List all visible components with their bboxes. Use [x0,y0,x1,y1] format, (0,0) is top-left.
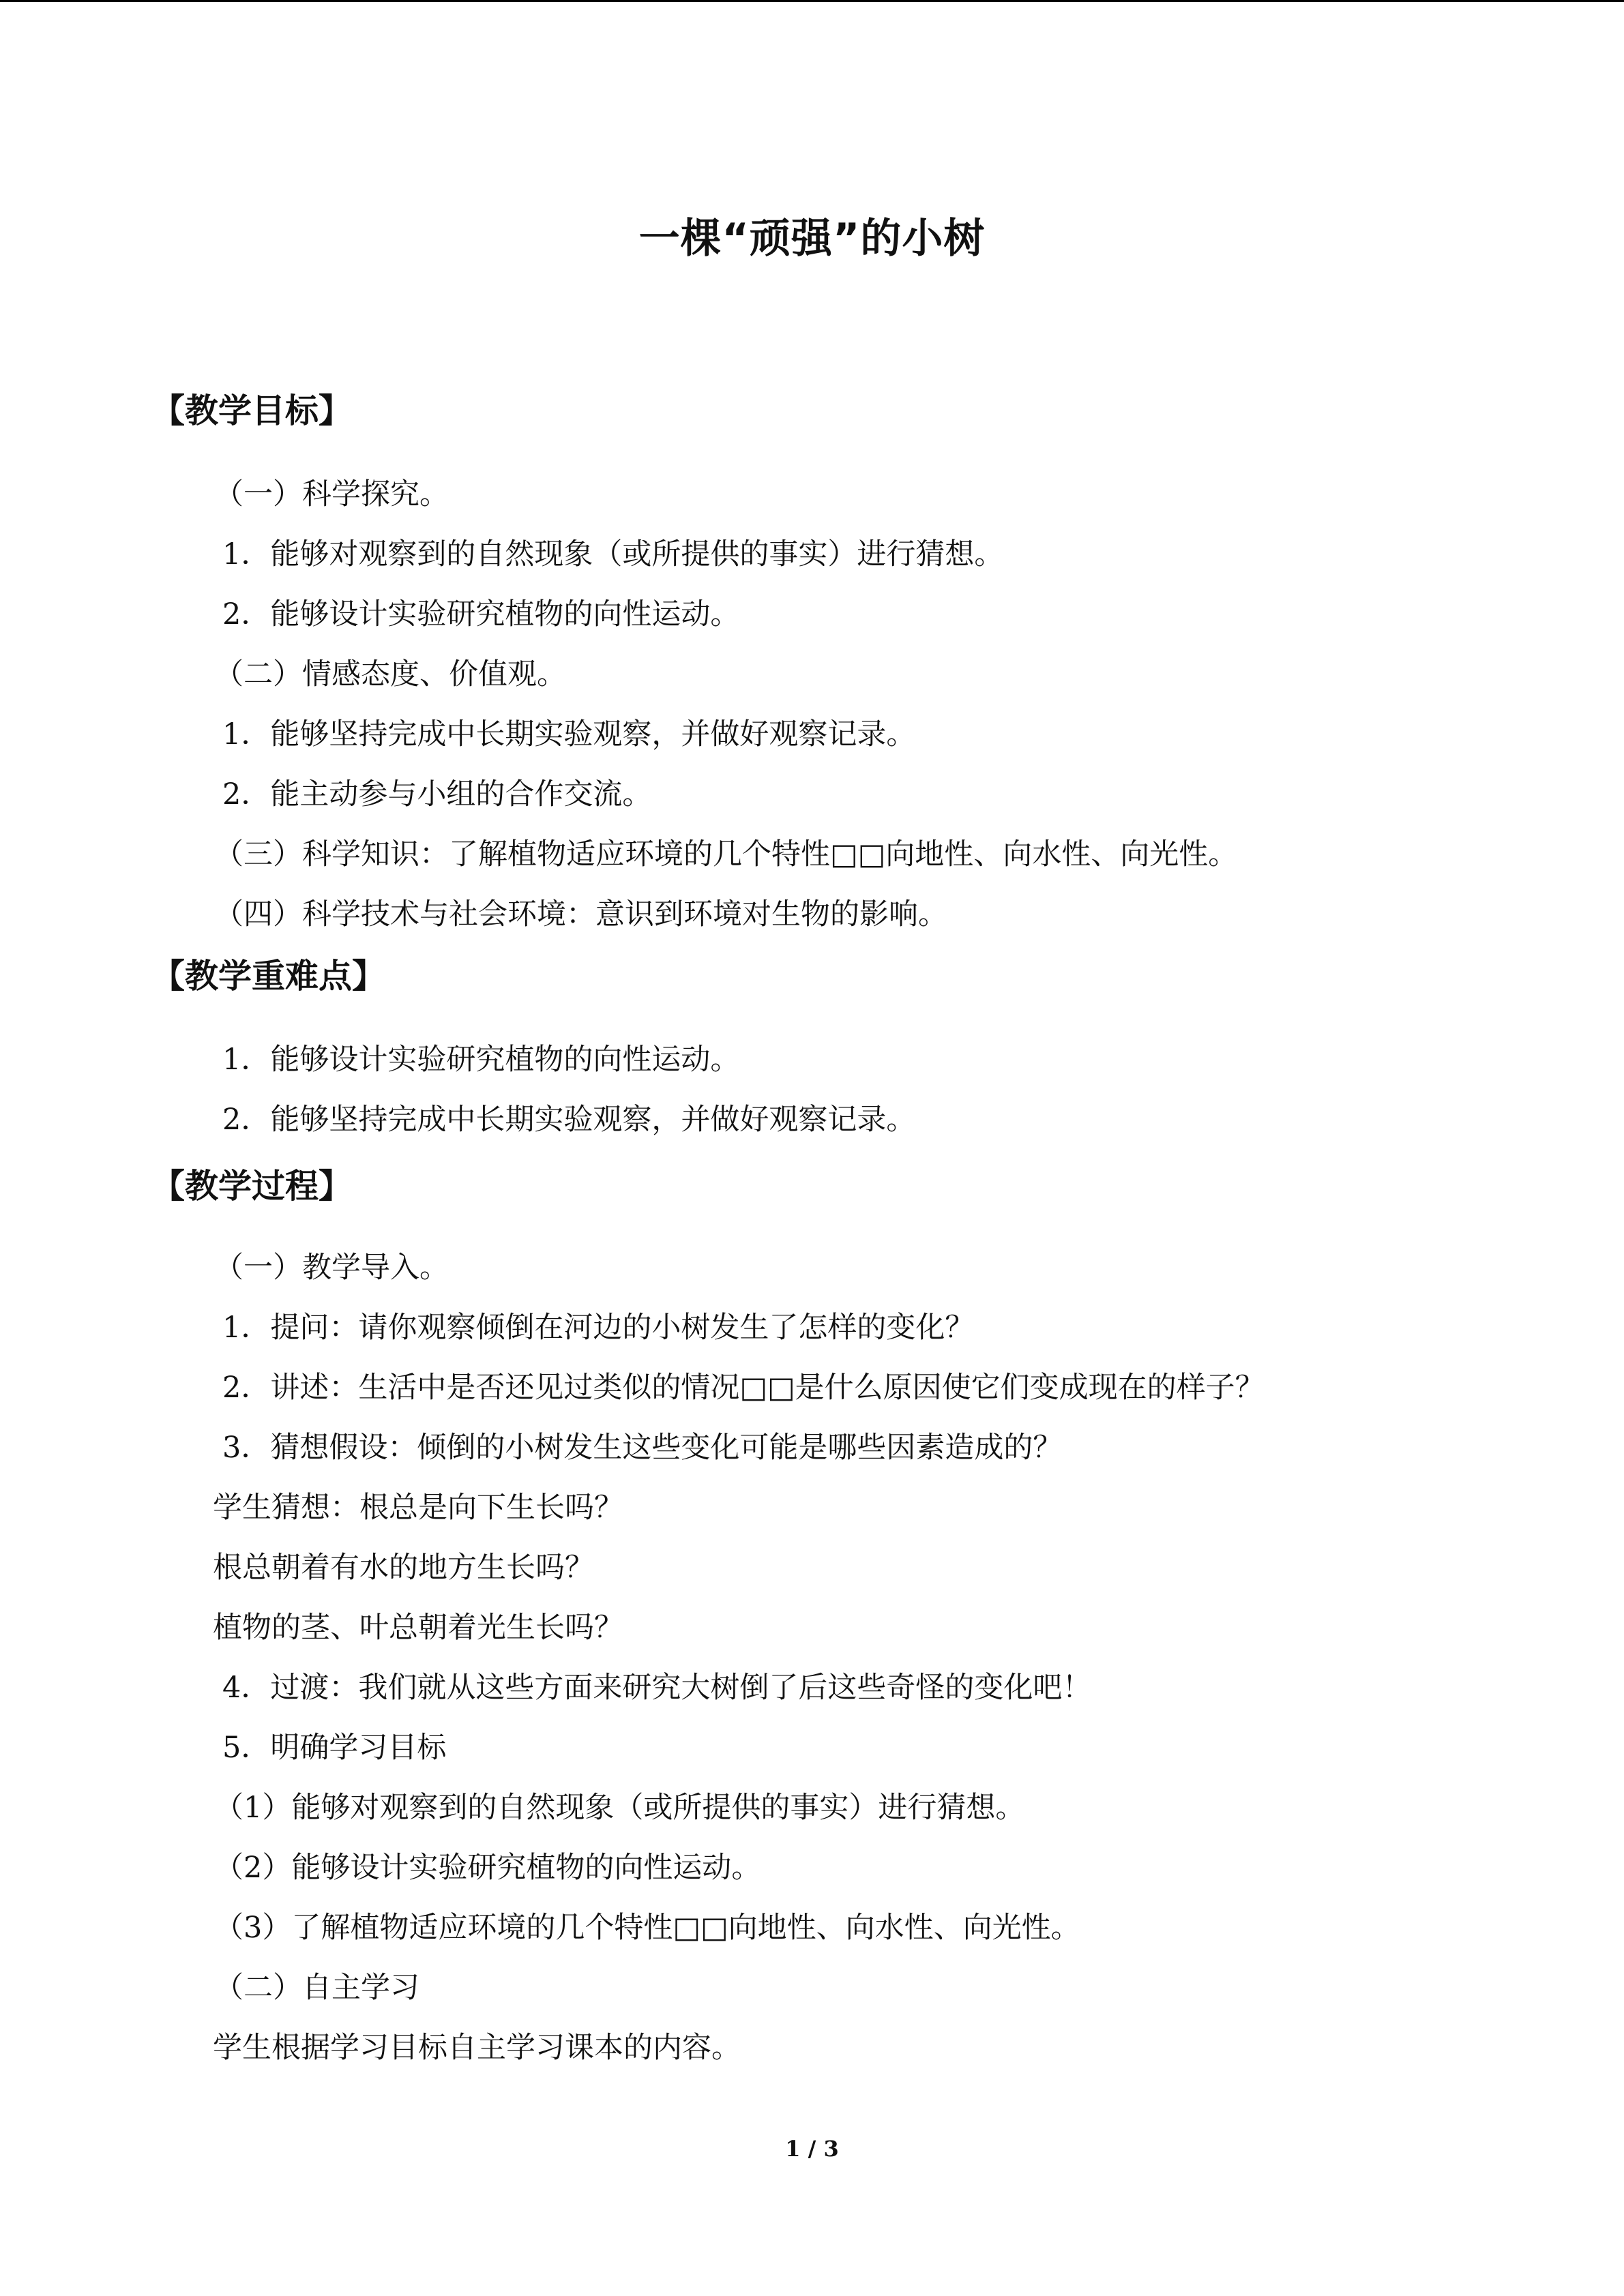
goals-line: 2．能主动参与小组的合作交流。 [222,777,652,811]
section-heading-process: 【教学过程】 [151,1167,353,1206]
process-line: 植物的茎、叶总朝着光生长吗？ [213,1611,623,1645]
process-line: （2）能够设计实验研究植物的向性运动。 [214,1851,761,1885]
process-line: 学生根据学习目标自主学习课本的内容。 [213,2031,741,2065]
process-line: （二）自主学习 [214,1971,419,2005]
section-heading-key-points: 【教学重难点】 [151,957,386,996]
process-line: 1．提问：请你观察倾倒在河边的小树发生了怎样的变化？ [222,1311,975,1345]
goals-line: （二）情感态度、价值观。 [214,657,566,691]
goals-line: 2．能够设计实验研究植物的向性运动。 [222,597,740,631]
goals-line: 1．能够坚持完成中长期实验观察，并做好观察记录。 [222,717,916,751]
key-points-line: 1．能够设计实验研究植物的向性运动。 [222,1043,740,1077]
process-line: 根总朝着有水的地方生长吗？ [213,1551,594,1585]
page-number: 1 / 3 [785,2136,839,2162]
process-line: 学生猜想：根总是向下生长吗？ [213,1491,623,1525]
goals-line: 1．能够对观察到的自然现象（或所提供的事实）进行猜想。 [222,537,1004,571]
process-line: 4．过渡：我们就从这些方面来研究大树倒了后这些奇怪的变化吧！ [222,1671,1092,1705]
top-border-rule [0,0,1624,2]
process-line: （一）教学导入。 [214,1251,449,1285]
process-line: 2．讲述：生活中是否还见过类似的情况□□是什么原因使它们变成现在的样子？ [222,1371,1265,1405]
process-line: 3．猜想假设：倾倒的小树发生这些变化可能是哪些因素造成的？ [222,1431,1063,1465]
goals-line: （三）科学知识：了解植物适应环境的几个特性□□向地性、向水性、向光性。 [214,837,1238,871]
section-heading-goals: 【教学目标】 [151,391,353,430]
goals-line: （四）科学技术与社会环境：意识到环境对生物的影响。 [214,897,947,931]
page-title: 一棵“顽强”的小树 [638,215,986,263]
process-line: （1）能够对观察到的自然现象（或所提供的事实）进行猜想。 [214,1791,1025,1825]
process-line: （3）了解植物适应环境的几个特性□□向地性、向水性、向光性。 [214,1911,1080,1945]
process-line: 5．明确学习目标 [222,1731,447,1765]
key-points-line: 2．能够坚持完成中长期实验观察，并做好观察记录。 [222,1103,916,1137]
goals-line: （一）科学探究。 [214,477,449,511]
